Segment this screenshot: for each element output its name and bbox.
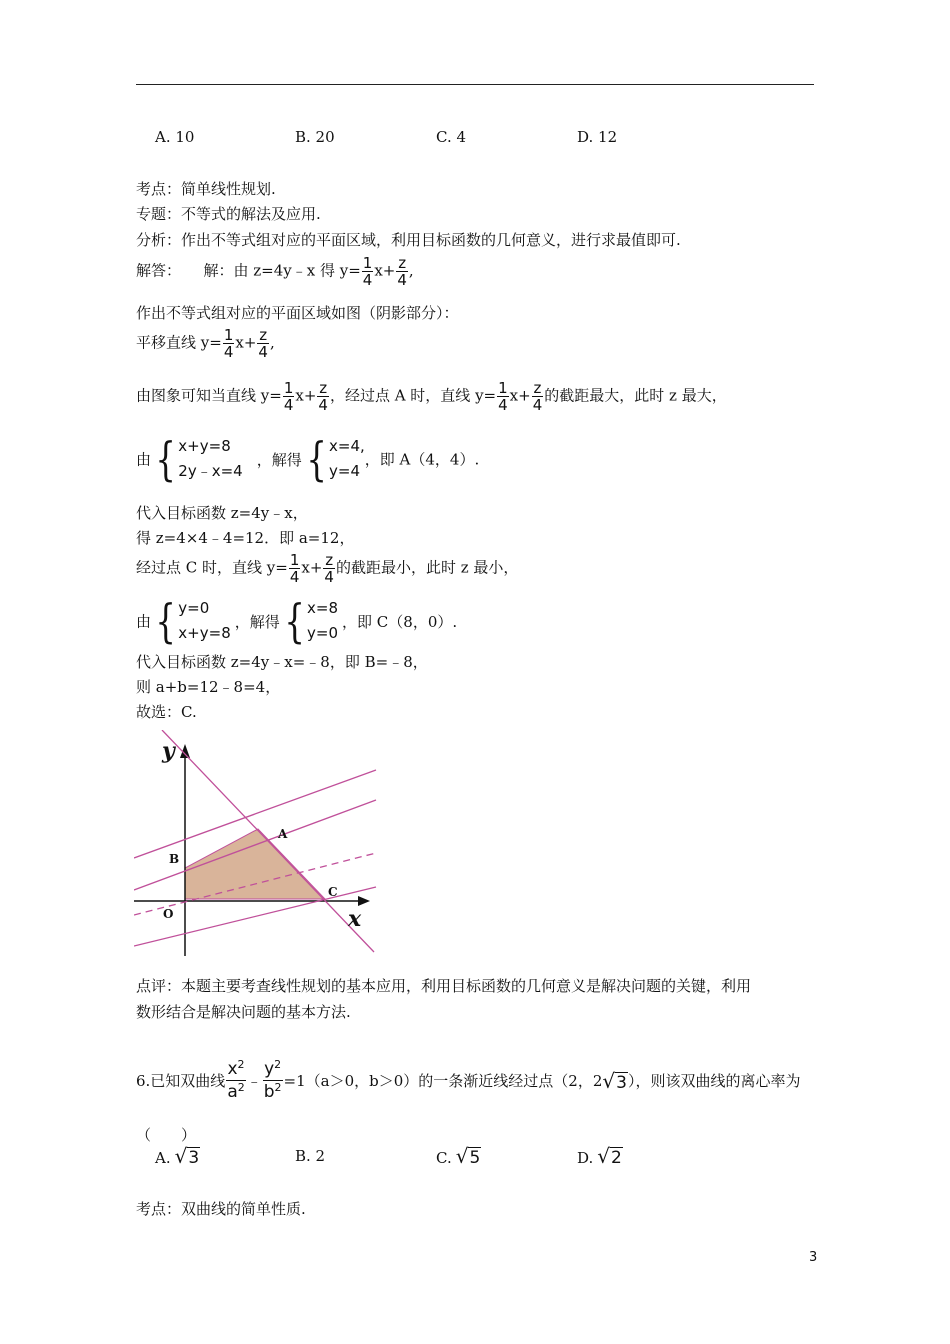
frac-den: 4 (362, 271, 373, 289)
fraction-quarter (497, 380, 509, 413)
line-x-plus-y-8 (162, 730, 374, 952)
option-c: C. 4 (436, 128, 467, 146)
frac-num: z (259, 326, 268, 344)
brace-icon: { (284, 594, 305, 648)
fraction-quarter (223, 327, 235, 360)
tuxiang-c: 的截距最大，此时 z 最大， (544, 386, 727, 405)
jieda-line: 解答： 解：由 z=4y﹣x 得 y= $\frac{1}{4}$ x+ $\frac{z}{4}$ , (136, 254, 414, 289)
frac-num: z (533, 379, 542, 397)
fraction-z-quarter (396, 255, 408, 288)
point-a-label: A (278, 827, 288, 841)
jingguo-b: 的截距最小，此时 z 最小， (335, 558, 519, 577)
point-a-text: ，即 A（4，4）. (364, 450, 480, 469)
system2-line (136, 596, 457, 646)
page-number: 3 (809, 1250, 818, 1265)
frac-num: 1 (283, 379, 294, 397)
dianping-line-1: 点评：本题主要考查线性规划的基本应用，利用目标函数的几何意义是解决问题的关键，利用 (136, 977, 752, 995)
q6-option-b: B. 2 (295, 1147, 326, 1165)
q6-middle: =1（a＞0，b＞0）的一条渐近线经过点（2，2 (283, 1072, 603, 1090)
brace-icon: { (155, 594, 176, 648)
system-row: x+y=8 (178, 624, 231, 642)
dianping-line-2: 数形结合是解决问题的基本方法. (136, 1003, 351, 1021)
point-b-label: B (169, 852, 180, 866)
point-c-text: ，即 C（8，0）. (342, 612, 458, 631)
system1-line (136, 434, 479, 484)
kaodian-line: 考点：简单线性规划. (136, 180, 276, 198)
frac-den: 4 (258, 343, 268, 361)
point-c-label: C (328, 885, 338, 899)
feasible-region-graph (134, 730, 384, 960)
fraction-z-quarter (323, 552, 335, 585)
frac-num: z (398, 254, 407, 272)
x-term: x (227, 1059, 238, 1079)
pingyi-prefix: 平移直线 y= (136, 333, 222, 352)
frac-den: 4 (532, 396, 543, 414)
you2: 由 (136, 612, 152, 631)
fraction-quarter (362, 255, 374, 288)
frac-den: 4 (318, 396, 328, 414)
solution-system-1 (302, 434, 365, 484)
pingyi-suffix: , (269, 333, 275, 352)
option-label: D. (577, 1149, 594, 1167)
y-axis-label: y (162, 738, 175, 764)
frac-den: 4 (223, 343, 234, 361)
fraction-z-quarter (317, 380, 329, 413)
equation-system-2 (151, 596, 231, 646)
b-term: b (263, 1082, 275, 1102)
sqrt-radicand: 3 (188, 1148, 200, 1168)
system-row: x+y=8 (178, 437, 231, 455)
system-row: 2y﹣x=4 (178, 462, 243, 480)
tuxiang-a: 由图象可知当直线 y= (136, 386, 282, 405)
frac-num: 1 (289, 551, 300, 569)
system-row: x=4, (329, 437, 365, 455)
region-line: 作出不等式组对应的平面区域如图（阴影部分）： (136, 304, 459, 322)
minus-sign: ﹣ (246, 1072, 262, 1090)
system-row: y=0 (178, 599, 210, 617)
fraction-quarter (283, 380, 295, 413)
daoru2-line: 代入目标函数 z=4y﹣x=﹣8，即 B=﹣8， (136, 653, 428, 671)
q6-prefix: 6.已知双曲线 (136, 1072, 226, 1090)
frac-den: 4 (289, 568, 300, 586)
frac-den: 4 (324, 568, 334, 586)
exponent: 2 (274, 1058, 282, 1071)
jieda-suffix: , (408, 261, 414, 280)
fraction-z-quarter (257, 327, 269, 360)
jingguo-a: 经过点 C 时，直线 y= (136, 558, 288, 577)
fraction-z-quarter (532, 380, 544, 413)
frac-num: z (319, 379, 328, 397)
tuxiang-line: 由图象可知当直线 y= $\frac{1}{4}$ x+ $\frac{z}{4}$ ，经过点 A 时，直线 y= $\frac{1}{4}$ x+ $\frac{z}{4}$ 的截距最大，此时 z 最大， (136, 379, 727, 414)
sqrt-three: √3 (602, 1068, 627, 1093)
frac-num: 1 (362, 254, 373, 272)
q6-option-a: A. √3 (155, 1144, 200, 1168)
solution-system-2 (280, 596, 338, 646)
jingguo-line: 经过点 C 时，直线 y= $\frac{1}{4}$ x+ $\frac{z}{4}$ 的截距最小，此时 z 最小， (136, 551, 519, 586)
system-row: y=0 (307, 624, 339, 642)
guxuan-line: 故选：C. (136, 703, 197, 721)
option-label: C. (436, 1149, 452, 1167)
option-label: A. (155, 1149, 171, 1167)
frac-den: 4 (397, 271, 407, 289)
fenxi-line: 分析：作出不等式组对应的平面区域，利用目标函数的几何意义，进行求最值即可. (136, 231, 681, 249)
frac-num: z (325, 551, 334, 569)
zhuanti-line: 专题：不等式的解法及应用. (136, 205, 321, 223)
shaded-region (185, 829, 325, 899)
jiede1: ，解得 (256, 450, 302, 469)
system-row: x=8 (307, 599, 339, 617)
option-d: D. 12 (577, 128, 618, 146)
q6-option-c: C. √5 (436, 1144, 481, 1168)
sqrt-radicand: 5 (469, 1148, 481, 1168)
jieda-prefix: 解答： 解：由 z=4y﹣x 得 y= (136, 261, 361, 280)
exponent: 2 (237, 1058, 245, 1071)
frac-den: 4 (498, 396, 508, 414)
frac-num: 1 (223, 326, 234, 344)
jiede2: ，解得 (234, 612, 280, 631)
a-term: a (227, 1082, 238, 1102)
de1-line: 得 z=4×4﹣4=12．即 a=12， (136, 529, 355, 547)
you1: 由 (136, 450, 152, 469)
option-a: A. 10 (155, 128, 195, 146)
frac-num: 1 (498, 379, 508, 397)
sqrt-radicand: 2 (611, 1148, 622, 1168)
ze-line: 则 a+b=12﹣8=4， (136, 678, 281, 696)
fraction-quarter (289, 552, 301, 585)
daoru1-line: 代入目标函数 z=4y﹣x， (136, 504, 308, 522)
brace-icon: { (155, 432, 176, 486)
brace-icon: { (306, 432, 327, 486)
frac-den: 4 (283, 396, 294, 414)
system-row: y=4 (329, 462, 361, 480)
sqrt-radicand: 3 (616, 1072, 627, 1093)
header-rule (136, 84, 814, 85)
exponent: 2 (274, 1081, 282, 1094)
option-b: B. 20 (295, 128, 335, 146)
tuxiang-b: ，经过点 A 时，直线 y= (329, 386, 497, 405)
q6-option-d: D. √2 (577, 1144, 622, 1168)
equation-system-1 (151, 434, 243, 484)
pingyi-line: 平移直线 y= $\frac{1}{4}$ x+ $\frac{z}{4}$ , (136, 326, 275, 361)
q6-suffix: ），则该双曲线的离心率为 (627, 1072, 801, 1090)
origin-label: O (163, 907, 174, 921)
kaodian2-line: 考点：双曲线的简单性质. (136, 1200, 306, 1218)
fraction-x2-a2 (226, 1058, 245, 1103)
y-term: y (264, 1059, 275, 1079)
x-axis-arrow (358, 896, 370, 906)
q6-paren: （ ） (136, 1126, 197, 1144)
fraction-y2-b2 (263, 1058, 283, 1103)
question-6 (136, 1058, 800, 1103)
x-axis-label: x (348, 906, 362, 932)
exponent: 2 (237, 1081, 245, 1094)
